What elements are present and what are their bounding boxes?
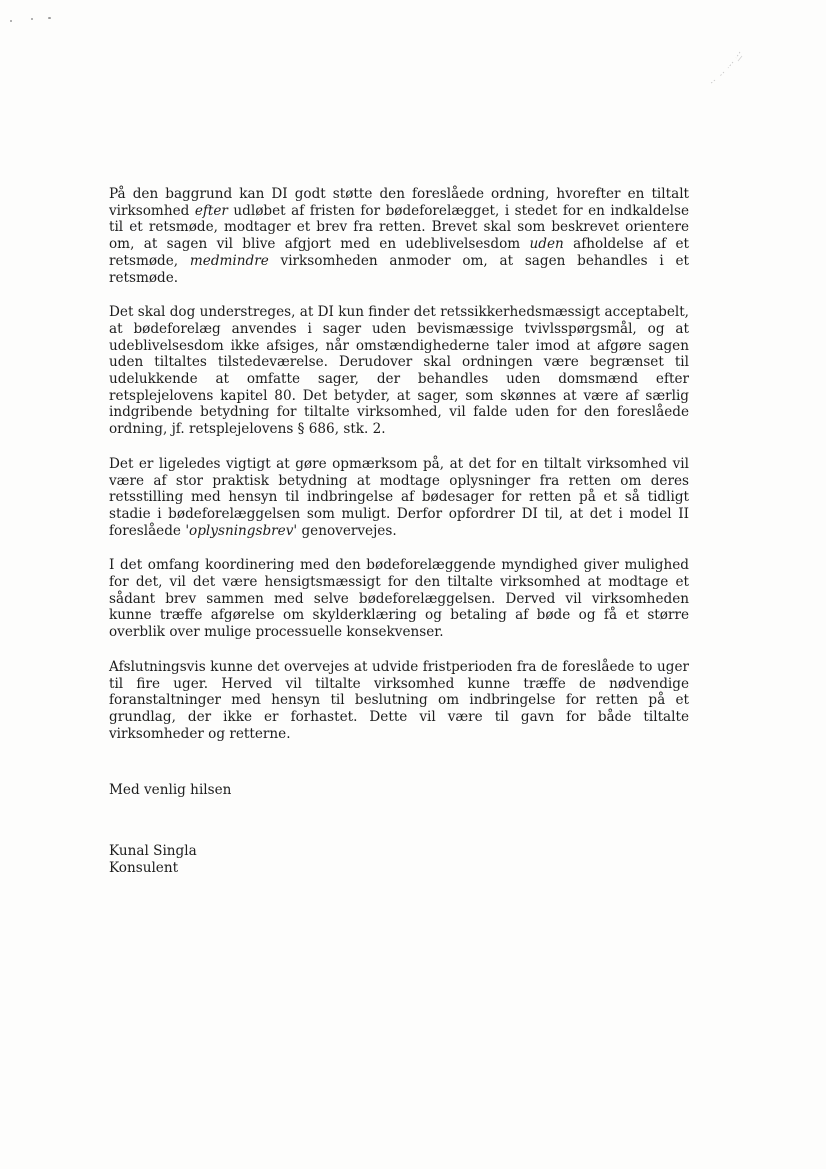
- scan-speck: [10, 20, 12, 22]
- text-run: Afslutningsvis kunne det overvejes at udvide fristperioden fra de foreslåede to uger til fire uger. Herved vil tiltalte virksomhed kunne træffe de nødvendige foranstaltninger med hensyn til beslutning om indbringelse for retten på et grundlag, der ikke er forhastet. Dette vil være til gavn for både tiltalte virksomheder og retterne.: [109, 658, 689, 742]
- text-run: virksomheden anmoder om, at sagen behandles i et retsmøde.: [109, 252, 689, 286]
- paragraph: [109, 557, 689, 641]
- text-run: genovervejes.: [297, 522, 397, 539]
- signer-title: Konsulent: [109, 859, 179, 876]
- signer-name: Kunal Singla: [109, 843, 197, 860]
- paragraph: [109, 186, 689, 286]
- text-run: Det skal dog understreges, at DI kun finder det retssikkerhedsmæssigt acceptabelt, at bødeforelæg anvendes i sager uden bevismæssige tvivlsspørgsmål, og at udeblivelsesdom ikke afsiges, når omstændighederne taler imod at afgøre sagen uden tiltaltes tilstedeværelse. Derudover skal ordningen være begrænset til udelukkende at omfatte sager, der behandles uden domsmænd efter retsplejelovens kapitel 80. Det betyder, at sager, som skønnes at være af særlig indgribende betydning for tiltalte virksomhed, vil falde uden for den foreslåede ordning, jf. retsplejelovens § 686, stk. 2.: [109, 304, 689, 438]
- text-run: I det omfang koordinering med den bødeforelæggende myndighed giver mulighed for det, vil det være hensigtsmæssigt for den tiltalte virksomhed at modtage et sådant brev sammen med selve bødeforelæggelsen. Derved vil virksomheden kunne træffe afgørelse om skylderklæring og betaling af bøde og få et større overblik over mulige processuelle konsekvenser.: [109, 557, 689, 641]
- text-run: afholdelse af et retsmøde,: [109, 236, 689, 269]
- emphasized-text: 'oplysningsbrev': [185, 522, 298, 539]
- text-run: Det er ligeledes vigtigt at gøre opmærksom på, at det for en tiltalt virksomhed vil være af stor praktisk betydning at modtage oplysninger fra retten om deres retsstilling med hensyn til indbringelse af bødesager for retten på et så tidligt stadie i bødeforelæggelsen som muligt. Derfor opfordrer DI til, at det i model II foreslåede: [109, 455, 689, 539]
- emphasized-text: uden: [529, 236, 564, 253]
- paragraph: [109, 659, 689, 743]
- emphasized-text: medmindre: [189, 252, 269, 269]
- paragraph: [109, 304, 689, 438]
- emphasized-text: efter: [194, 202, 228, 219]
- text-run: På den baggrund kan DI godt støtte den foreslåede ordning, hvorefter en tiltalt virksomhed: [109, 186, 689, 219]
- closing-salutation: Med venlig hilsen: [109, 782, 232, 799]
- paragraph: [109, 456, 689, 540]
- text-run: udløbet af fristen for bødeforelægget, i stedet for en indkaldelse til et retsmøde, modtager et brev fra retten. Brevet skal som beskrevet orientere om, at sagen vil blive afgjort med en udeblivelsesdom: [109, 202, 689, 253]
- scan-speck: [48, 17, 51, 19]
- pen-mark-icon: [700, 44, 750, 94]
- signature-block: [109, 843, 689, 876]
- letter-body: [109, 186, 689, 877]
- scan-speck: [31, 18, 33, 20]
